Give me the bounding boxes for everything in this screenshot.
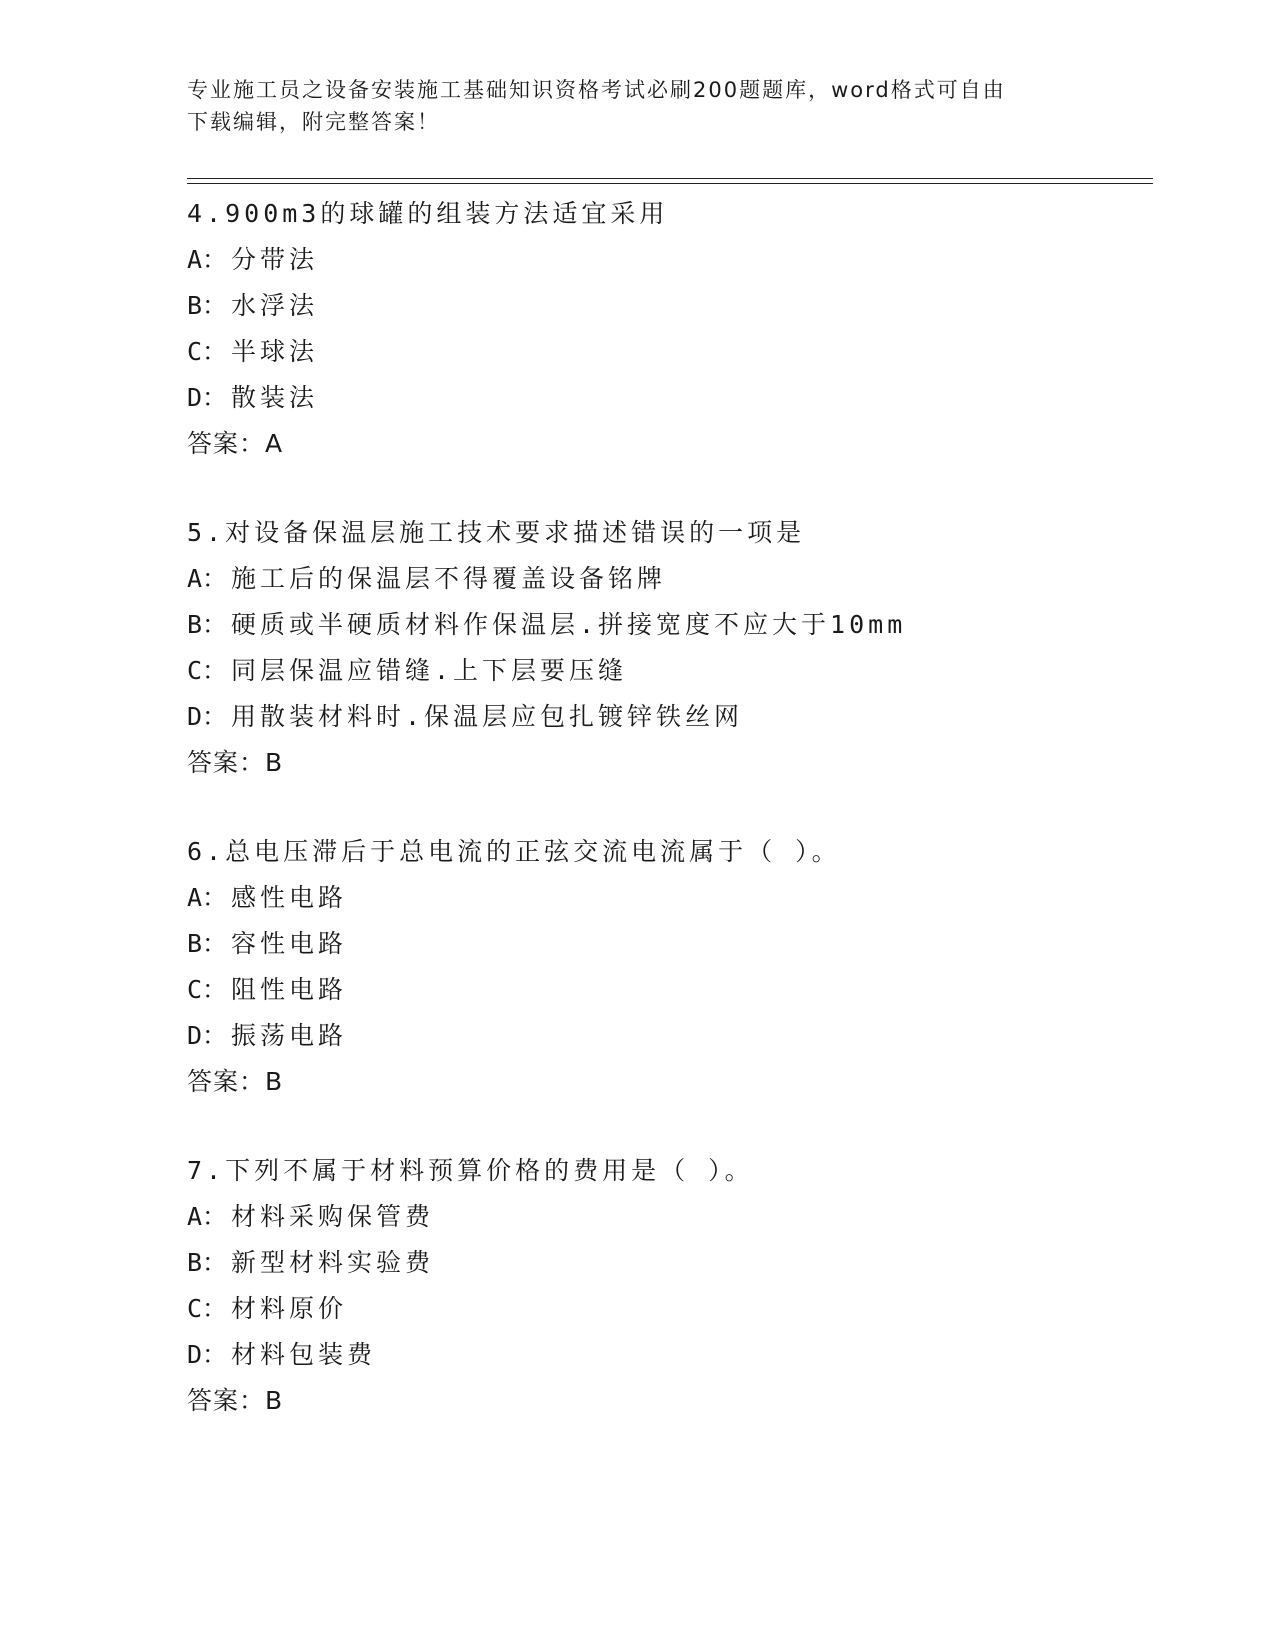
- option-text: 阻性电路: [231, 975, 348, 1004]
- option-key: B：: [187, 1248, 228, 1277]
- question-block: [187, 510, 1187, 786]
- question-text: 4.900m3的球罐的组装方法适宜采用: [187, 199, 669, 228]
- option-key: C：: [187, 1294, 228, 1323]
- option-key: A：: [187, 1202, 228, 1231]
- option-b: [187, 602, 1187, 648]
- option-b: [187, 283, 1187, 329]
- option-c: [187, 329, 1187, 375]
- question-text: 5.对设备保温层施工技术要求描述错误的一项是: [187, 518, 806, 547]
- option-text: 同层保温应错缝.上下层要压缝: [231, 656, 628, 685]
- option-d: [187, 694, 1187, 740]
- option-b: [187, 1240, 1187, 1286]
- option-a: [187, 1194, 1187, 1240]
- question-text: 6.总电压滞后于总电流的正弦交流电流属于（ ）。: [187, 837, 841, 866]
- option-key: C：: [187, 656, 228, 685]
- option-d: [187, 1332, 1187, 1378]
- option-key: A：: [187, 883, 228, 912]
- header-divider-bottom: [187, 183, 1153, 184]
- document-header: [187, 74, 1087, 138]
- header-divider-top: [187, 178, 1153, 179]
- option-key: D：: [187, 702, 228, 731]
- option-text: 散装法: [231, 383, 319, 412]
- question-block: [187, 191, 1187, 467]
- option-key: D：: [187, 1021, 228, 1050]
- option-text: 半球法: [231, 337, 319, 366]
- header-line-2: 下载编辑，附完整答案！: [187, 110, 440, 134]
- option-b: [187, 921, 1187, 967]
- answer-text: 答案：B: [187, 748, 284, 777]
- option-text: 材料原价: [231, 1294, 348, 1323]
- option-a: [187, 875, 1187, 921]
- option-key: A：: [187, 564, 228, 593]
- option-a: [187, 237, 1187, 283]
- option-text: 水浮法: [231, 291, 319, 320]
- option-text: 施工后的保温层不得覆盖设备铭牌: [231, 564, 667, 593]
- option-d: [187, 375, 1187, 421]
- option-c: [187, 648, 1187, 694]
- question-block: [187, 1148, 1187, 1424]
- option-c: [187, 967, 1187, 1013]
- option-text: 容性电路: [231, 929, 348, 958]
- option-key: D：: [187, 383, 228, 412]
- option-key: C：: [187, 337, 228, 366]
- option-text: 用散装材料时.保温层应包扎镀锌铁丝网: [231, 702, 744, 731]
- answer-text: 答案：B: [187, 1386, 284, 1415]
- option-text: 新型材料实验费: [231, 1248, 435, 1277]
- option-text: 振荡电路: [231, 1021, 348, 1050]
- header-line-1: 专业施工员之设备安装施工基础知识资格考试必刷200题题库，word格式可自由: [187, 78, 1006, 102]
- option-key: D：: [187, 1340, 228, 1369]
- option-key: B：: [187, 291, 228, 320]
- option-text: 硬质或半硬质材料作保温层.拼接宽度不应大于10mm: [231, 610, 907, 639]
- option-key: B：: [187, 610, 228, 639]
- option-key: B：: [187, 929, 228, 958]
- option-c: [187, 1286, 1187, 1332]
- question-block: [187, 829, 1187, 1105]
- option-d: [187, 1013, 1187, 1059]
- answer-text: 答案：B: [187, 1067, 284, 1096]
- option-text: 材料包装费: [231, 1340, 377, 1369]
- option-text: 感性电路: [231, 883, 348, 912]
- option-key: A：: [187, 245, 228, 274]
- option-text: 材料采购保管费: [231, 1202, 435, 1231]
- option-a: [187, 556, 1187, 602]
- answer-text: 答案：A: [187, 429, 284, 458]
- question-text: 7.下列不属于材料预算价格的费用是（ ）。: [187, 1156, 754, 1185]
- option-key: C：: [187, 975, 228, 1004]
- option-text: 分带法: [231, 245, 319, 274]
